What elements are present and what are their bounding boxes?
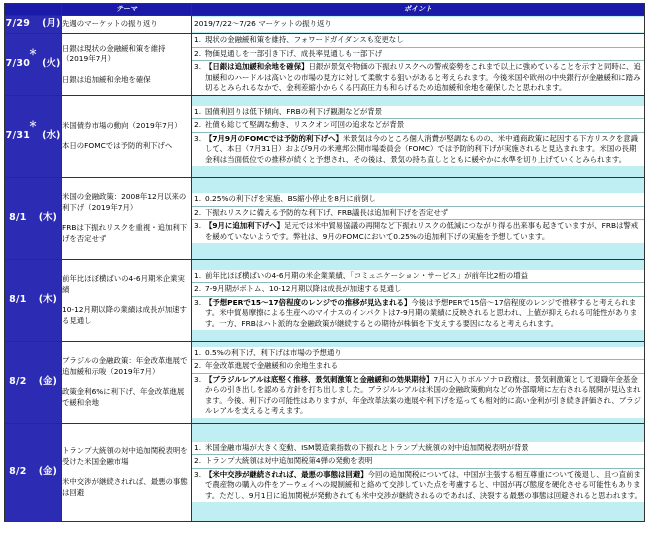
points-cell (192, 95, 645, 177)
theme-title: 前年比ほぼ横ばいの4-6月期米企業実績 (62, 274, 185, 294)
weekday-label: (金) (38, 375, 57, 387)
point-number: 1. (194, 347, 202, 357)
theme-subtitle: 10-12月期以降の業績は成長が加速する見通し (62, 305, 187, 325)
point-body: 下振れリスクに備える予防的な利下げ、FRB議長は追加利下げを否定せず (205, 207, 449, 217)
date-cell (5, 177, 62, 259)
point-text (205, 49, 642, 60)
points-cell (192, 423, 645, 521)
point-number: 1. (194, 35, 202, 44)
point-text (205, 470, 642, 502)
theme-title: 先週のマーケットの振り返り (62, 19, 158, 29)
point-item (192, 133, 644, 167)
date-label: 7/30 (5, 58, 31, 69)
point-number: 3. (194, 62, 202, 71)
briefing-row (5, 341, 645, 423)
point-body: 7-9月期がボトム、10-12月期以降は成長が加速する見通し (205, 284, 402, 294)
theme-subtitle: FRBは下振れリスクを重視・追加利下げを否定せず (62, 223, 188, 243)
point-item (192, 469, 644, 503)
point-headline: 【日銀は追加緩和余地を確保】 (205, 62, 309, 71)
points-cell (192, 177, 645, 259)
point-text (205, 62, 642, 94)
point-item (192, 48, 644, 62)
point-body: 年金改革進展で金融緩和の余地生まれる (205, 361, 339, 370)
point-item (192, 207, 644, 221)
points-cell (192, 16, 645, 34)
briefing-row (5, 95, 645, 177)
points-cell (192, 341, 645, 423)
asterisk-mark: ＊ (28, 119, 38, 130)
date-label: 8/1 (9, 211, 27, 223)
point-body: 2019/7/22～7/26 マーケットの振り返り (194, 19, 332, 29)
weekday-label: (木) (38, 211, 57, 223)
theme-cell (62, 95, 192, 177)
point-text (205, 134, 642, 166)
point-number: 2. (194, 48, 202, 58)
date-label: 7/31 (5, 129, 31, 141)
points-cell (192, 34, 645, 96)
point-text (205, 443, 642, 454)
date-cell (5, 423, 62, 521)
date-cell (5, 341, 62, 423)
point-item (192, 442, 644, 456)
weekday-label: (火) (42, 58, 61, 69)
point-headline: 【予想PERで15～17倍程度のレンジでの推移が見込まれる】 (205, 297, 412, 307)
point-text (205, 120, 642, 131)
point-headline: 【ブラジルレアルは底堅く推移、景気刺激策と金融緩和の効果期待】 (205, 374, 434, 384)
point-number: 2. (194, 456, 202, 466)
point-number: 1. (194, 270, 202, 280)
point-headline: 【米中交渉が継続されれば、最悪の事態は回避】 (205, 469, 368, 479)
point-item (192, 220, 644, 243)
point-item (192, 374, 644, 418)
point-number: 3. (194, 221, 202, 230)
point-body: 米景気は今のところ個人消費が堅調なものの、米中通商政策に起因する下方リスクを意識して、本日（7月31日）および9月の米連邦公開市場委員会（FOMC）では予防的利下げが実施されると見込まれます。米国の長期金利は当面低位での推移が続くと予想され、その後は、景気の持ち直しとともに緩やかに水準を切り上げていくとみられます。 (205, 133, 639, 164)
briefing-row (5, 16, 645, 34)
point-body: 米国金融市場が大きく変動、ISM製造業指数の下振れとトランプ大統領の対中追加関税表明が背景 (205, 442, 529, 452)
point-number: 2. (194, 207, 202, 217)
date-cell (5, 16, 62, 34)
theme-title: トランプ大統領の対中追加関税表明を受けた米国金融市場 (62, 446, 188, 466)
point-text (205, 361, 642, 372)
date-cell (5, 95, 62, 177)
header-theme: テーマ (62, 4, 192, 16)
point-body: 物価見通しを一部引き下げ、成長率見通しも一部下げ (205, 48, 383, 58)
point-number: 1. (194, 194, 202, 203)
point-body: 前年比ほぼ横ばいの4-6月期の米企業業績、「コミュニケーション・サービス」が前年比2桁の増益 (205, 270, 529, 280)
theme-cell (62, 423, 192, 521)
point-number: 3. (194, 374, 202, 384)
point-headline: 【9月に追加利下げへ】 (205, 221, 285, 230)
theme-cell (62, 341, 192, 423)
point-body: 今後は予想PERで15倍～17倍程度のレンジで推移すると考えられます。米中貿易摩擦による生産へのマイナスのインパクトは7-9月期の業績に反映されると思われ、上値が抑えられる可能性があります。一方、FRBはハト派的な金融政策が継続するとの期待が株価を下支えする要因になると考えられます。 (205, 297, 638, 328)
point-body: 現状の金融緩和策を維持、フォワードガイダンスも変更なし (205, 35, 404, 44)
theme-subtitle: 政策金利6%に利下げ、年金改革進展で緩和余地 (62, 387, 185, 407)
point-text (205, 284, 642, 295)
point-number: 2. (194, 120, 202, 130)
date-label: 8/2 (9, 465, 27, 477)
theme-title: 米国債券市場の動向（2019年7月） (62, 120, 182, 130)
point-item (192, 34, 644, 48)
point-item (192, 297, 644, 331)
theme-subtitle: 本日のFOMCでは予防的利下げへ (62, 141, 173, 150)
briefing-row (5, 177, 645, 259)
point-number: 3. (194, 469, 202, 479)
point-item (192, 360, 644, 374)
theme-cell (62, 34, 192, 96)
briefing-row (5, 34, 645, 96)
point-number: 1. (194, 106, 202, 116)
date-label: 8/1 (9, 293, 27, 305)
weekday-label: (月) (42, 18, 61, 30)
point-item (192, 270, 644, 284)
date-cell (5, 34, 62, 96)
point-body: 今回の追加関税については、中国が主張する相互尊重について後退し、且つ直前まで農産物の購入の件をアーウェイへの規制緩和と絡めて交渉していた点を考慮すると、中国が再び態度を硬化させる可能性もあります。ただし、9月1日に追加関税が発動されても米中交渉が継続されるのであれば、決裂する最悪の事態は回避されると思われます。 (205, 469, 642, 500)
points-cell (192, 259, 645, 341)
briefing-row (5, 259, 645, 341)
briefing-row (5, 423, 645, 521)
point-body: 国債利回りは低下傾向、FRBの利下げ観測などが背景 (205, 106, 383, 116)
point-text (205, 456, 642, 467)
point-text (205, 348, 642, 359)
point-item (192, 455, 644, 469)
header-date (5, 4, 62, 16)
date-cell (5, 259, 62, 341)
point-item (192, 106, 644, 120)
point-number: 3. (194, 133, 202, 143)
theme-cell (62, 259, 192, 341)
theme-subtitle: 日銀は追加緩和余地を確保 (62, 74, 151, 84)
point-body: 日銀が景気や物価の下振れリスクへの警戒姿勢をこれまで以上に強めていることを示すと同時に、追加緩和のハードルは高いとの市場の見方に対して柔軟する狙いがあると考えられます。今後米国や欧州の中央銀行が金融緩和に踏み切るとみられるなかで、金利差縮小からくる円高圧力も和らげるため追加緩和余地を確保したと思われます。 (205, 62, 641, 92)
point-body: 0.5%の利下げ、利下げは市場の予想通り (205, 347, 342, 357)
point-item (192, 283, 644, 297)
point-item (192, 193, 644, 207)
point-body: トランプ大統領は対中追加関税第4弾の発動を表明 (205, 456, 373, 466)
point-number: 2. (194, 361, 202, 370)
date-label: 8/2 (9, 375, 27, 387)
point-body: 社債も総じて堅調な動き、リスクオン可回の追求などが背景 (205, 120, 405, 130)
point-body: 7月に入りボルソナロ政権は、景気刺激策として退職年金基金からの引き出しを認める方針を打ち出しました。ブラジルレアルは米国の金融政策動向などの外部環境に左右される展開が見込まれます。今後、利下げの可能性はありますが、年金改革法案の進展や利下げを巡っても相対的に高い金利が引き続き評価され、ブラジルレアルを支えると考えます。 (205, 374, 641, 415)
point-text (205, 208, 642, 219)
theme-cell (62, 16, 192, 34)
point-item (192, 119, 644, 133)
weekday-label: (水) (42, 129, 61, 141)
point-body: 足元では米中貿易協議の再開など下振れリスクの低減につながり得る出来事も起きていますが、FRBは警戒を緩めていないようです。弊社は、9月のFOMCにおいて0.25%の追加利下げの実施を予想しています。 (205, 221, 639, 241)
point-text (205, 194, 642, 205)
point-item (192, 61, 644, 95)
weekday-label: (木) (38, 293, 57, 305)
point-number: 2. (194, 284, 202, 294)
header-row (5, 4, 645, 16)
point-number: 3. (194, 297, 202, 307)
asterisk-mark: ＊ (28, 48, 38, 58)
header-points: ポイント (192, 4, 645, 16)
point-text (205, 35, 642, 46)
briefing-table (4, 3, 645, 522)
point-headline: 【7月9月のFOMCでは予防的利下げへ】 (205, 133, 343, 143)
point-number: 1. (194, 442, 202, 452)
theme-cell (62, 177, 192, 259)
point-text (205, 107, 642, 118)
point-text (205, 298, 642, 330)
weekday-label: (金) (38, 465, 57, 477)
point-text (194, 19, 642, 30)
point-text (205, 375, 642, 417)
point-text (205, 271, 642, 282)
theme-title: 米国の金融政策：2008年12月以来の利下げ（2019年7月） (62, 192, 187, 212)
theme-subtitle: 米中交渉が継続されれば、最悪の事態は回避 (62, 477, 188, 497)
point-item (192, 17, 644, 32)
point-text (205, 221, 642, 242)
point-body: 0.25%の利下げを実施、BS縮小停止を8月に前倒し (205, 194, 376, 203)
date-label: 7/29 (5, 18, 31, 30)
theme-title: ブラジルの金融政策：年金改革進展で追加緩和示唆（2019年7月） (62, 356, 188, 376)
point-item (192, 347, 644, 361)
theme-title: 日銀は現状の金融緩和策を維持（2019年7月） (62, 43, 166, 63)
